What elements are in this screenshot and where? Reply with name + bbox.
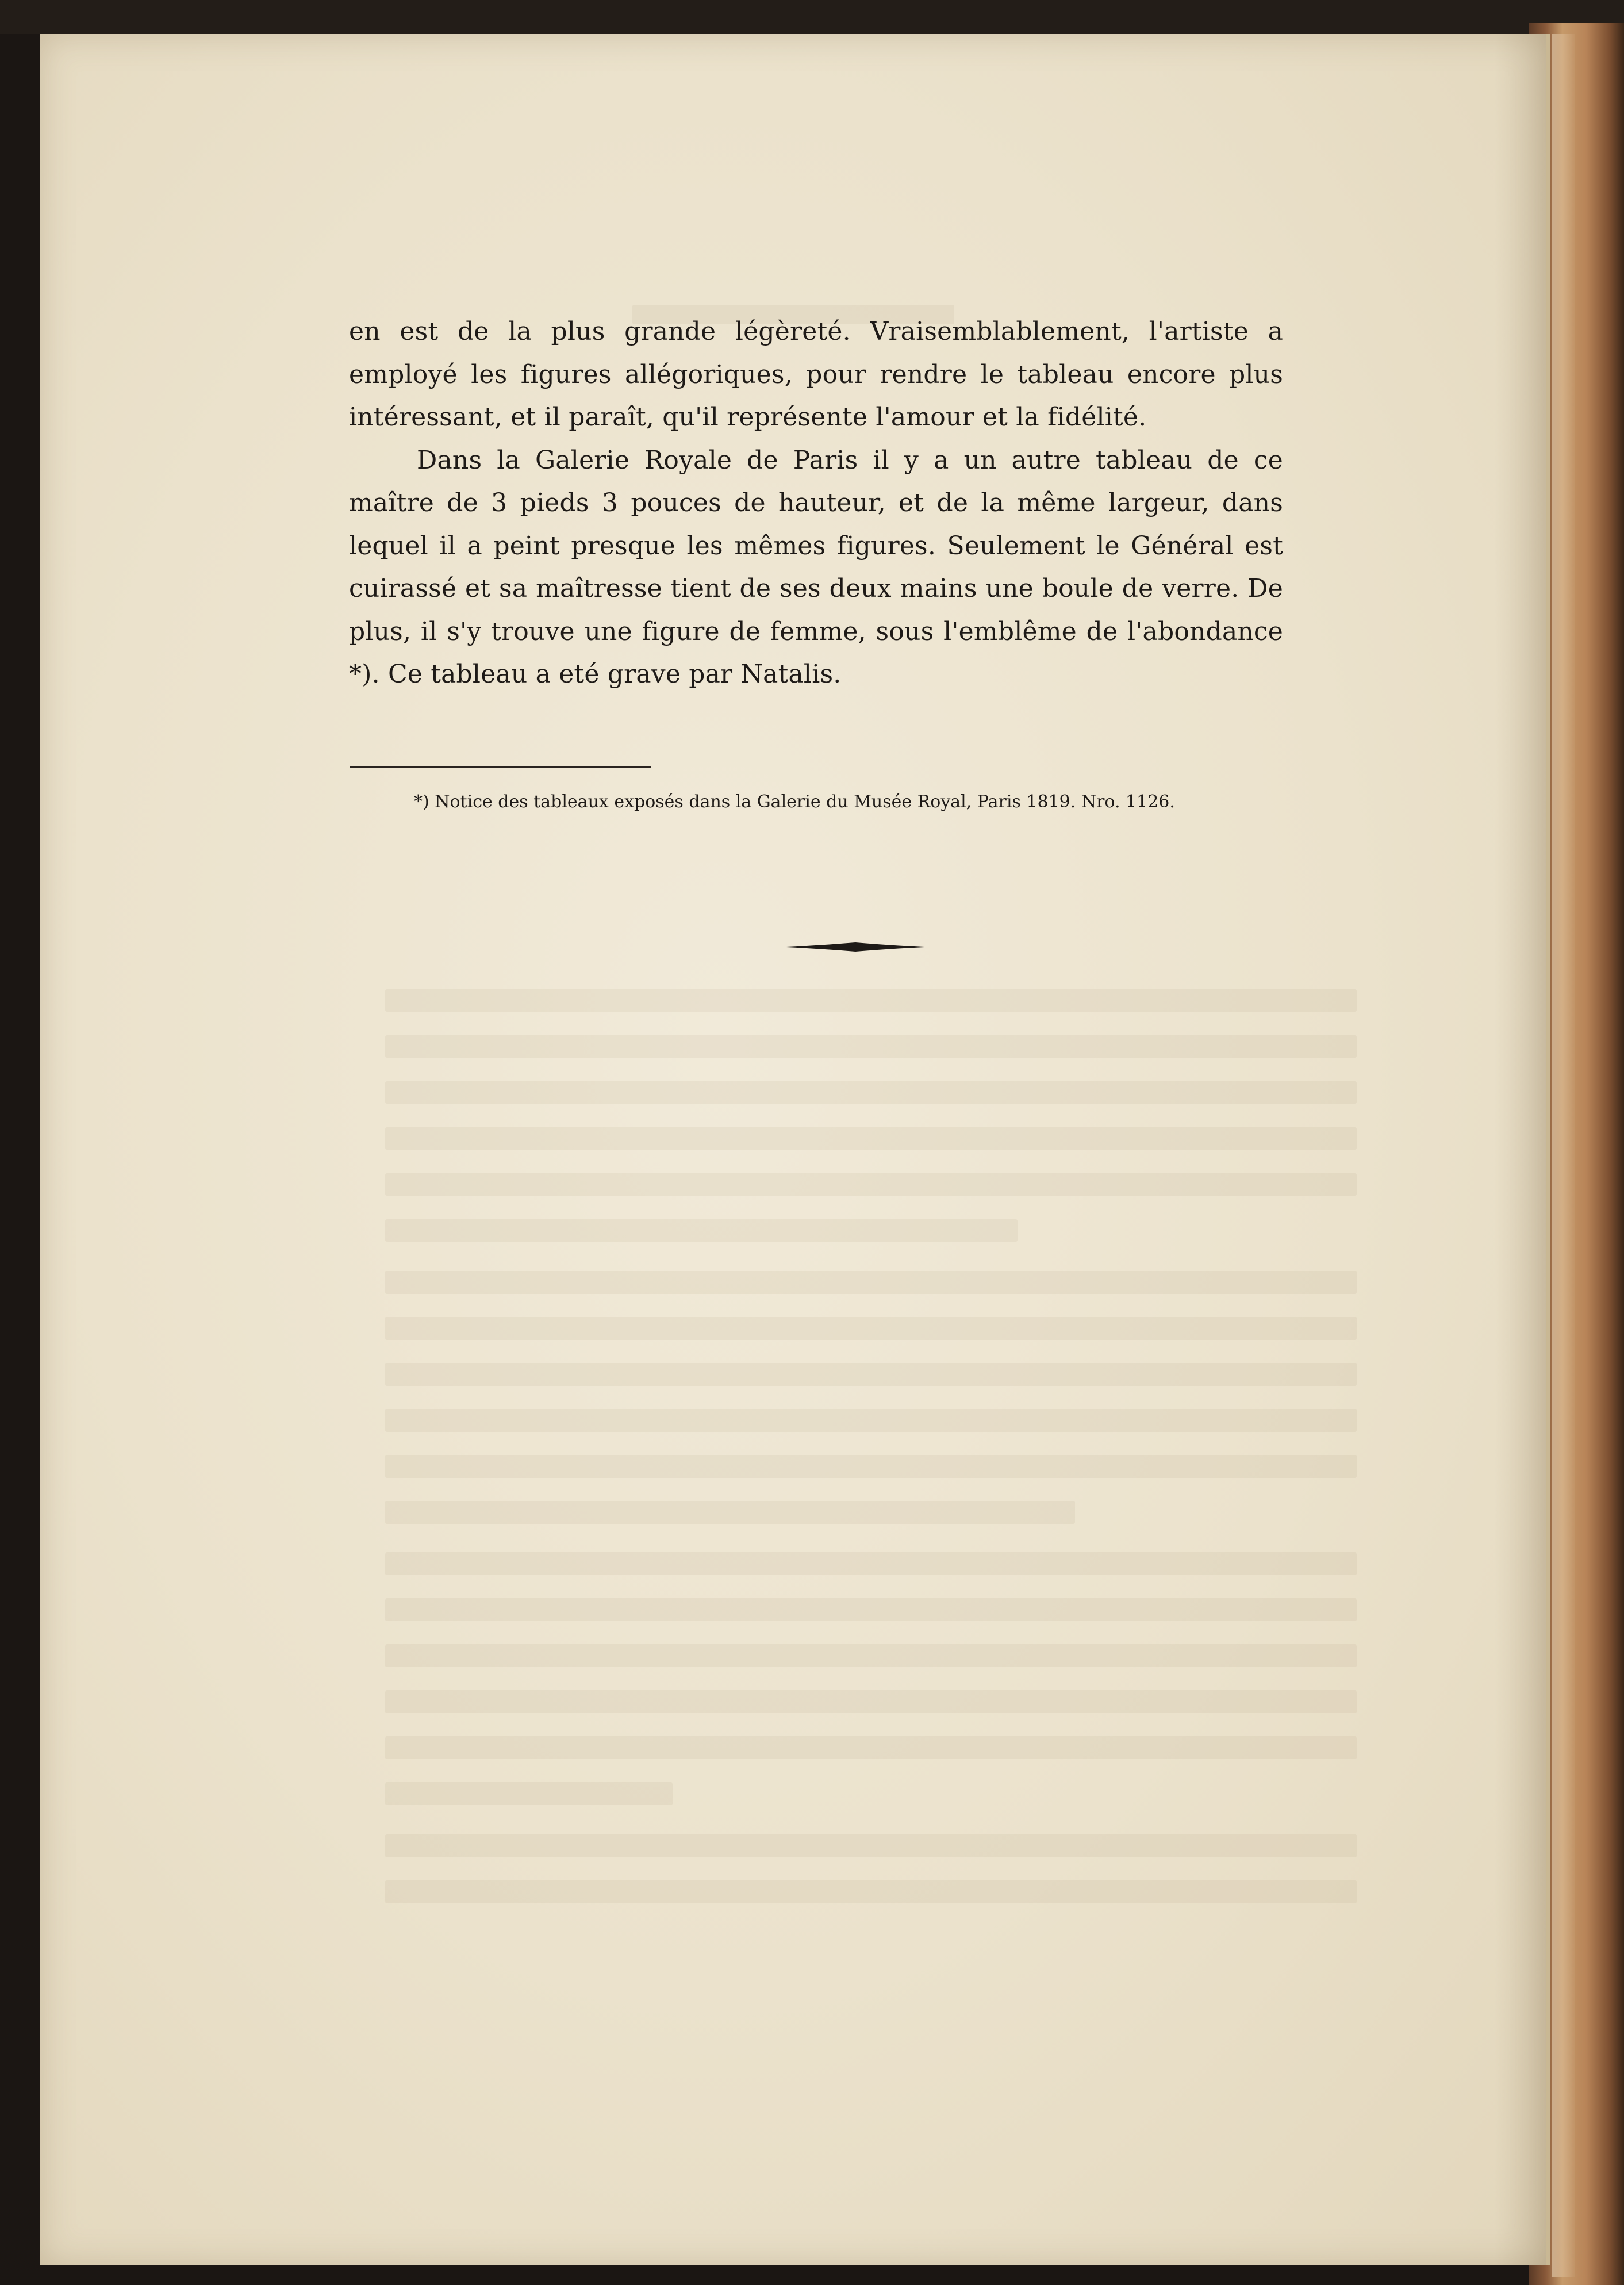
- show-through-line: [385, 1271, 1357, 1294]
- show-through-line: [385, 1690, 1357, 1713]
- show-through-line: [385, 1736, 1357, 1759]
- show-through-line: [385, 1035, 1357, 1058]
- page-gutter-shadow: [1495, 34, 1546, 2265]
- paragraph: en est de la plus grande légèreté. Vraisemblablement, l'artiste a employé les figures allégoriques, pour rendre le tableau encore plus intéressant, et il paraît, qu'il représente l'amour et la fidélité.: [349, 317, 1283, 432]
- show-through-line: [385, 989, 1357, 1012]
- show-through-line: [385, 1363, 1357, 1386]
- show-through-line: [385, 1409, 1357, 1432]
- show-through-line: [385, 1644, 1357, 1667]
- ornament-divider: [786, 940, 924, 954]
- body-text: [349, 310, 1283, 696]
- footnote: *) Notice des tableaux exposés dans la Galerie du Musée Royal, Paris 1819. Nro. 1126.: [414, 792, 1175, 812]
- dark-backdrop: [0, 0, 1624, 34]
- show-through-line: [385, 1782, 673, 1805]
- footnote-rule: [350, 766, 651, 768]
- show-through-line: [385, 1127, 1357, 1150]
- show-through-line: [385, 1081, 1357, 1104]
- show-through-line: [385, 1219, 1018, 1242]
- show-through-line: [385, 1598, 1357, 1621]
- binding-page-edges: [1552, 34, 1575, 2277]
- show-through-line: [385, 1317, 1357, 1340]
- show-through-line: [385, 1455, 1357, 1478]
- paragraph: Dans la Galerie Royale de Paris il y a un autre tableau de ce maître de 3 pieds 3 pouces de hauteur, et de la même largeur, dans lequel il a peint presque les mêmes figures. Seulement le Général est cuirassé et sa maîtresse tient de ses deux mains une boule de verre. De plus, il s'y trouve une figure de femme, sous l'emblême de l'abondance *). Ce tableau a eté grave par Natalis.: [349, 445, 1283, 689]
- show-through-line: [385, 1880, 1357, 1903]
- show-through-line: [385, 1552, 1357, 1575]
- show-through-line: [385, 1173, 1357, 1196]
- show-through-line: [385, 1834, 1357, 1857]
- show-through-line: [385, 1501, 1075, 1524]
